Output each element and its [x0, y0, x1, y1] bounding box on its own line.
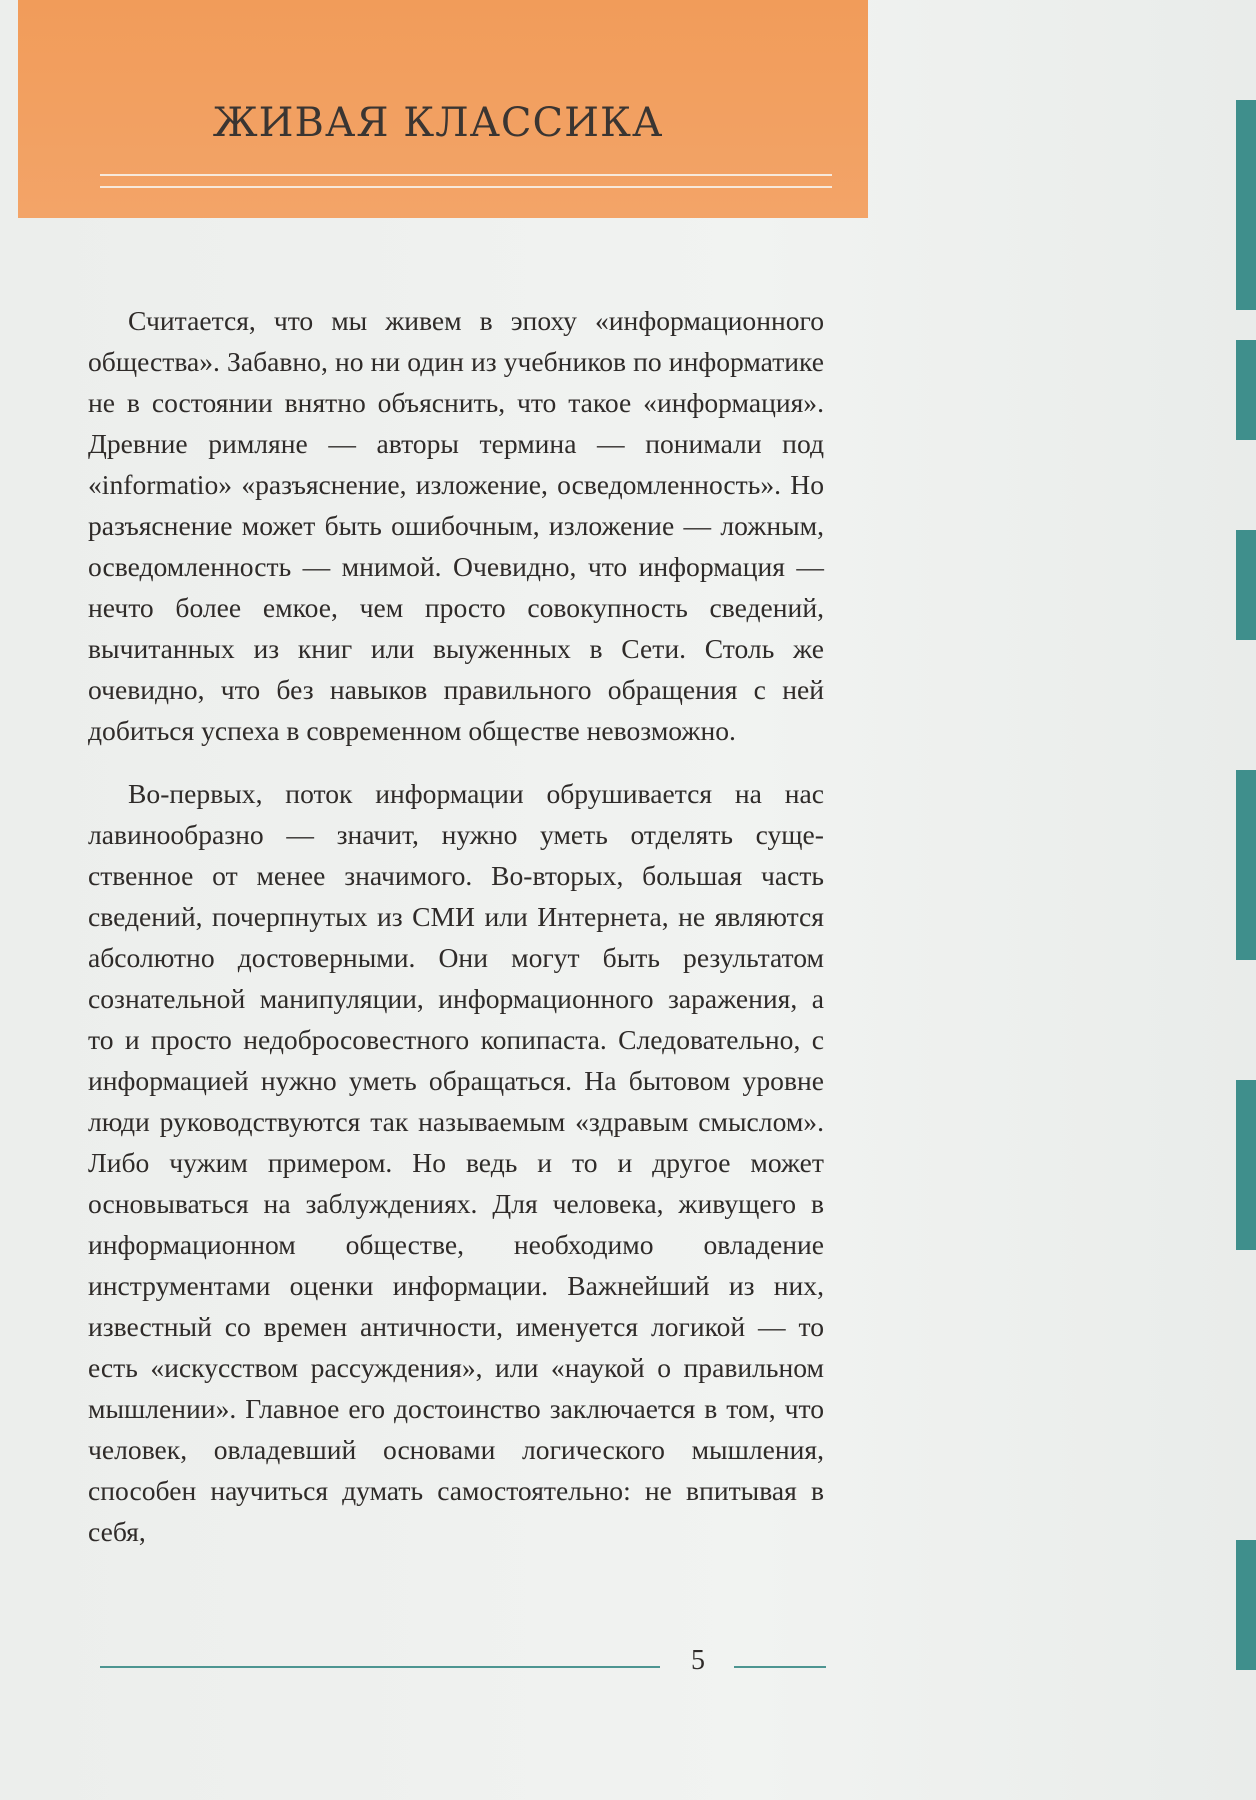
side-decoration-mark [1236, 100, 1256, 310]
side-decoration-mark [1236, 340, 1256, 440]
header-rule-bottom [100, 186, 832, 188]
paragraph-2: Во-первых, поток информации обрушивается на нас лавинообразно — значит, нужно уметь отделять существенное от менее значимого. Во-вторых, большая часть сведений, почерпнутых из СМИ или Интернета, не являются абсолютно достоверными. Они могут быть результатом сознательной манипуляции, информационного заражения, а то и просто недобросовестного копипаста. Следовательно, с информацией нужно уметь обращаться. На бытовом уровне люди руководствуются так называемым «здравым смыслом». Либо чужим примером. Но ведь и то и другое может основываться на заблуждениях. Для человека, живущего в информационном обществе, необходимо овладение инструментами оценки информации. Важнейший из них, известный со времен античности, именуется логикой — то есть «искусством рассуждения», или «наукой о правильном мышлении». Главное его достоинство заключается в том, что человек, овладевший основами логического мышления, способен научиться думать самостоятельно: не впитывая в себя, [88, 778, 824, 1547]
paragraph-1: Считается, что мы живем в эпоху «информационного общества». Забавно, но ни один из учебников по информатике не в состоянии внятно объяснить, что такое «информация». Древние римляне — авторы термина — понимали под «informatio» «разъяснение, изложение, осведомленность». Но разъяснение может быть ошибочным, изложение — ложным, осведомленность — мнимой. Очевидно, что информация — нечто более емкое, чем просто совокупность сведений, вычитанных из книг или выуженных в Сети. Столь же очевидно, что без навыков правильного обращения с ней добиться успеха в современном обществе невозможно. [88, 305, 824, 746]
side-decoration-mark [1236, 1540, 1256, 1670]
page-title: ЖИВАЯ КЛАССИКА [212, 100, 664, 146]
footer-rule-right [734, 1666, 826, 1668]
page-number: 5 [691, 1645, 705, 1676]
header-rule-top [100, 174, 832, 176]
footer-rule-left [100, 1666, 660, 1668]
body-text [88, 300, 824, 1552]
side-decoration-mark [1236, 530, 1256, 640]
header-band [18, 0, 868, 218]
side-decoration-mark [1236, 1080, 1256, 1250]
side-decoration-mark [1236, 770, 1256, 960]
